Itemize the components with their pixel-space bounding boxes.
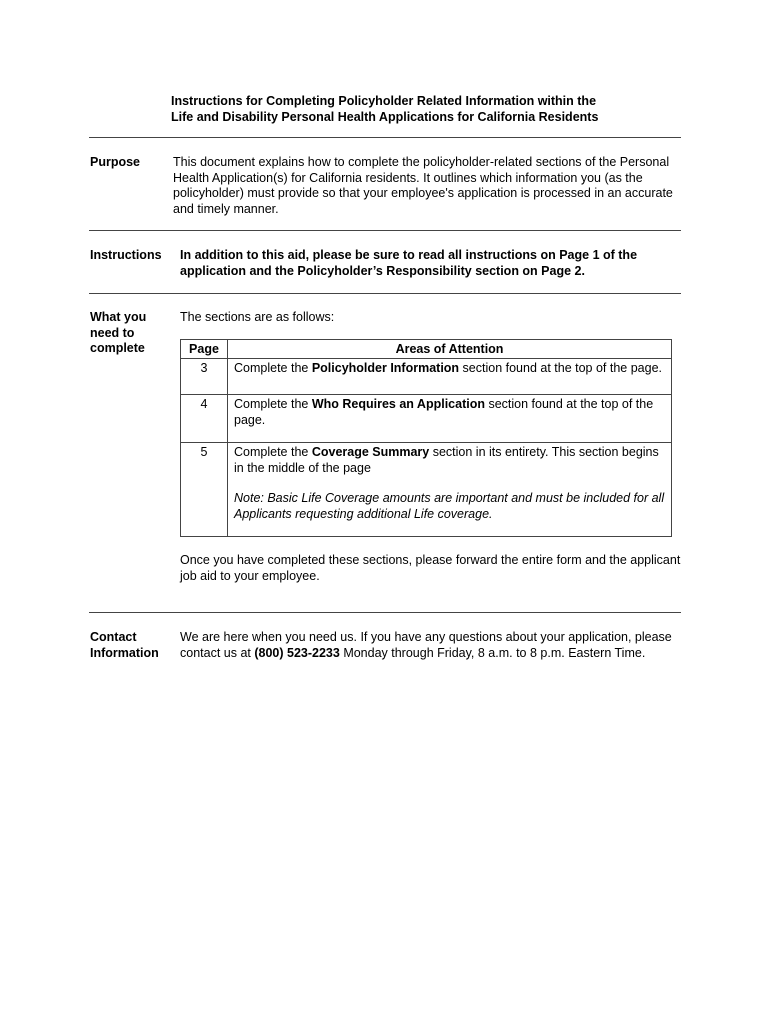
purpose-text: This document explains how to complete the policyholder-related sections of the Personal Health Application(s) for California residents. It outlines which information you (as the policyholder) must provide so that your employee's application is processed in an accurate and timely manner. — [173, 155, 673, 216]
divider — [89, 293, 681, 294]
row-page-number: 5 — [181, 443, 228, 537]
areas-of-attention-table — [180, 339, 672, 537]
what-you-need-label-line-1: What you — [90, 310, 147, 324]
what-you-need-label-line-2: need to — [90, 325, 135, 340]
row-description — [228, 443, 672, 537]
divider — [89, 230, 681, 231]
row-text: section in its entirety. This section begins in the middle of the page — [234, 445, 659, 475]
contact-label-line-2: Information — [90, 645, 159, 660]
row-section-name: Policyholder Information — [311, 361, 460, 375]
table-header-row — [181, 340, 672, 359]
contact-text-pre: We are here when you need us. If you have any questions about your application, please contact us at — [180, 630, 672, 660]
purpose-label: Purpose — [90, 155, 141, 169]
instructions-label: Instructions — [90, 248, 162, 262]
header-areas: Areas of Attention — [228, 340, 672, 359]
divider — [89, 137, 681, 138]
header-page: Page — [181, 340, 228, 359]
row-page-number: 4 — [181, 395, 228, 443]
divider — [89, 612, 681, 613]
table-row — [181, 395, 672, 443]
row-description — [228, 359, 672, 395]
document-title — [171, 93, 671, 125]
title-line-2: Life and Disability Personal Health Applications for California Residents — [171, 110, 599, 124]
phone-number: (800) 523-2233 — [254, 645, 340, 660]
row-description — [228, 395, 672, 443]
row-section-name: Who Requires an Application — [311, 397, 485, 411]
row-section-name: Coverage Summary — [311, 445, 430, 459]
row-text: section found at the top of the page. — [459, 361, 663, 375]
what-you-need-label — [90, 310, 146, 357]
row-text: Complete the — [234, 445, 312, 459]
contact-label — [90, 630, 159, 661]
contact-text — [180, 630, 686, 661]
row-text: Complete the — [234, 397, 312, 411]
instructions-text: In addition to this aid, please be sure to read all instructions on Page 1 of the application and the Policyholder’s Responsibility section on Page 2. — [180, 248, 638, 278]
contact-text-post: Monday through Friday, 8 a.m. to 8 p.m. Eastern Time. — [339, 645, 646, 660]
contact-label-line-1: Contact — [90, 630, 137, 644]
coverage-note: Note: Basic Life Coverage amounts are important and must be included for all Applicants requesting additional Life coverage. — [234, 491, 665, 521]
what-you-need-label-line-3: complete — [90, 341, 145, 355]
row-text: Complete the — [234, 361, 312, 375]
sections-intro: The sections are as follows: — [180, 310, 335, 324]
row-text: section found at the top of the page. — [234, 397, 654, 427]
table-row — [181, 443, 672, 537]
table-row — [181, 359, 672, 395]
closing-text: Once you have completed these sections, please forward the entire form and the applicant job aid to your employee. — [180, 553, 681, 583]
title-line-1: Instructions for Completing Policyholder Related Information within the — [171, 94, 597, 108]
row-page-number: 3 — [181, 359, 228, 395]
